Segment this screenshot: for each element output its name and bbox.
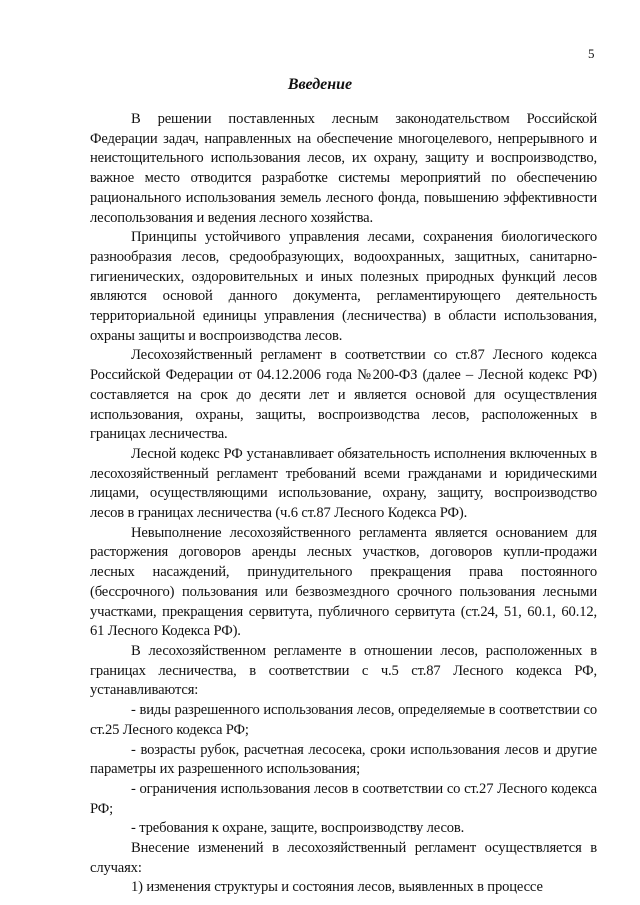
page-number: 5 bbox=[588, 46, 595, 61]
list-item: - требования к охране, защите, воспроизводству лесов. bbox=[131, 820, 465, 837]
document-body bbox=[90, 110, 597, 898]
list-item: - ограничения использования лесов в соответствии со ст.27 Лесного кодекса РФ; bbox=[90, 780, 597, 817]
list-item: - возрасты рубок, расчетная лесосека, сроки использования лесов и другие параметры их разрешенного использования; bbox=[90, 741, 597, 778]
paragraph: В лесохозяйственном регламенте в отношении лесов, расположенных в границах лесничества, в соответствии с ч.5 ст.87 Лесного кодекса РФ, устанавливаются: bbox=[90, 642, 597, 699]
section-title: Введение bbox=[287, 76, 353, 93]
paragraph: Внесение изменений в лесохозяйственный регламент осуществляется в случаях: bbox=[90, 840, 597, 876]
paragraph: Невыполнение лесохозяйственного регламента является основанием для расторжения договоров аренды лесных участков, договоров купли-продажи лесных насаждений, принудительного прекращения права постоянного (бессрочного) пользования или безвозмездного срочного пользования лесными участками, прекращения сервитута, публичного сервитута (ст.24, 51, 60.1, 60.12, 61 Лесного Кодекса РФ). bbox=[90, 524, 597, 640]
paragraph: Принципы устойчивого управления лесами, сохранения биологического разнообразия лесов, средообразующих, водоохранных, защитных, санитарно-гигиенических, оздоровительных и иных полезных природных функций лесов являются основой данного документа, регламентирующего деятельность территориальной единицы управления (лесничества) в области использования, охраны защиты и воспроизводства лесов. bbox=[90, 229, 597, 344]
paragraph: Лесохозяйственный регламент в соответствии со ст.87 Лесного кодекса Российской Федерации от 04.12.2006 года №200-ФЗ (далее – Лесной кодекс РФ) составляется на срок до десяти лет и является основой для осуществления использования, охраны, защиты, воспроизводства лесов, расположенных в границах лесничества. bbox=[90, 347, 597, 443]
list-item: 1) изменения структуры и состояния лесов, выявленных в процессе bbox=[131, 879, 543, 896]
list-item: - виды разрешенного использования лесов, определяемые в соответствии со ст.25 Лесного кодекса РФ; bbox=[90, 702, 597, 738]
paragraph: Лесной кодекс РФ устанавливает обязательность исполнения включенных в лесохозяйственный регламент требований всеми гражданами и юридическими лицами, осуществляющими использование, охрану, защиту, воспроизводство лесов в границах лесничества (ч.6 ст.87 Лесного Кодекса РФ). bbox=[90, 445, 597, 522]
paragraph: В решении поставленных лесным законодательством Российской Федерации задач, направленных на обеспечение многоцелевого, непрерывного и неистощительного использования лесов, их охрану, защиту и воспроизводство, важное место отводится разработке системы мероприятий по обеспечению рационального использования земель лесного фонда, повышению эффективности лесопользования и ведения лесного хозяйства. bbox=[90, 111, 597, 226]
